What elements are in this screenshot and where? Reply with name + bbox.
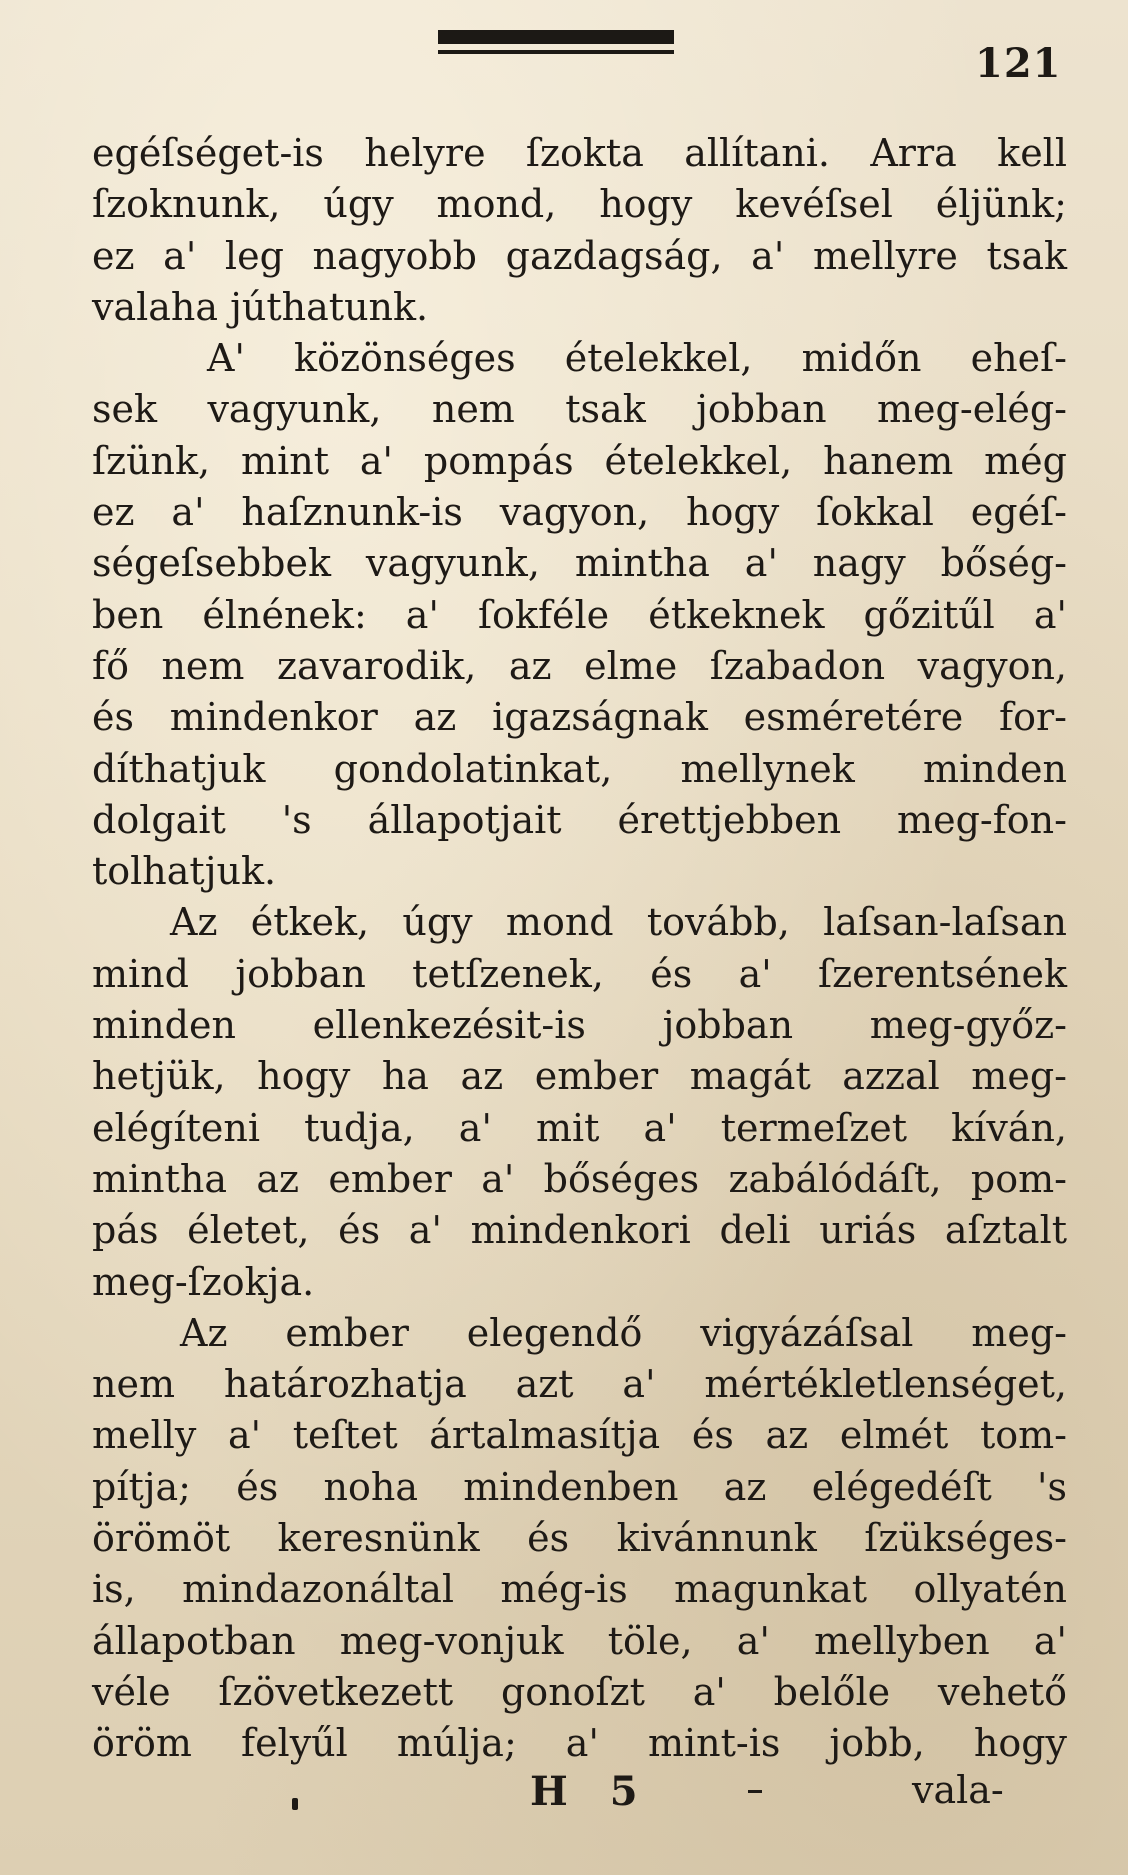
text-line: meg-ſzokja.: [92, 1259, 315, 1304]
text-line: örömöt keresnünk és kivánnunk ſzükséges-: [92, 1516, 1067, 1561]
signature-mark: H 5: [530, 1768, 652, 1815]
catchword: vala-: [912, 1768, 1004, 1812]
text-line: ſzünk, mint a' pompás ételekkel, hanem még: [92, 438, 1067, 483]
text-line: mind jobban tetſzenek, és a' ſzerentsének: [92, 951, 1067, 996]
header-rule-thick: [438, 30, 674, 44]
text-line: díthatjuk gondolatinkat, mellynek minden: [92, 746, 1067, 791]
text-line: sek vagyunk, nem tsak jobban meg-elég-: [92, 387, 1067, 432]
text-line: melly a' teſtet ártalmasítja és az elmét tom-: [92, 1413, 1067, 1458]
body-text: [92, 128, 1067, 1770]
text-line: minden ellenkezésit-is jobban meg-győz-: [92, 1003, 1067, 1048]
paragraph-start-line: Az étkek, úgy mond tovább, laſsan-laſsan: [170, 900, 1067, 945]
header-rule-thin: [438, 50, 674, 54]
text-line: valaha júthatunk.: [92, 284, 429, 329]
text-line: tolhatjuk.: [92, 849, 277, 894]
text-line: ez a' haſznunk-is vagyon, hogy ſokkal egéſ-: [92, 490, 1067, 535]
text-line: is, mindazonáltal még-is magunkat ollyatén: [92, 1567, 1067, 1612]
text-line: véle ſzövetkezett gonoſzt a' belőle vehető: [92, 1669, 1067, 1714]
paragraph-start-line: A' közönséges ételekkel, midőn eheſ-: [207, 336, 1067, 381]
text-line: elégíteni tudja, a' mit a' termeſzet kíván,: [92, 1105, 1067, 1150]
text-line: ben élnének: a' ſokféle étkeknek gőzitűl a': [92, 592, 1067, 637]
text-line: és mindenkor az igazságnak esméretére for-: [92, 695, 1067, 740]
page-number: 121: [975, 40, 1062, 87]
text-line: öröm felyűl múlja; a' mint-is jobb, hogy: [92, 1721, 1067, 1766]
text-line: dolgait 's állapotjait érettjebben meg-fon-: [92, 797, 1067, 842]
text-line: ez a' leg nagyobb gazdagság, a' mellyre tsak: [92, 233, 1067, 278]
text-line: ségeſsebbek vagyunk, mintha a' nagy bőség-: [92, 541, 1067, 586]
header-rule: [438, 30, 674, 56]
footer-dash: [748, 1790, 762, 1793]
text-line: fő nem zavarodik, az elme ſzabadon vagyon,: [92, 643, 1067, 688]
footer-mark: [292, 1798, 298, 1810]
text-line: pás életet, és a' mindenkori deli uriás aſztalt: [92, 1208, 1067, 1253]
text-line: nem határozhatja azt a' mértékletlenséget,: [92, 1362, 1067, 1407]
text-line: egéſséget-is helyre ſzokta allítani. Arra kell: [92, 131, 1067, 175]
text-line: hetjük, hogy ha az ember magát azzal meg-: [92, 1054, 1067, 1099]
text-line: állapotban meg-vonjuk töle, a' mellyben a': [92, 1618, 1067, 1663]
text-line: mintha az ember a' bőséges zabálódáſt, pom-: [92, 1156, 1067, 1201]
text-line: pítja; és noha mindenben az elégedéſt 's: [92, 1464, 1067, 1509]
paragraph-start-line: Az ember elegendő vigyázáſsal meg-: [180, 1310, 1067, 1355]
text-line: ſzoknunk, úgy mond, hogy kevéſsel éljünk;: [92, 182, 1067, 227]
